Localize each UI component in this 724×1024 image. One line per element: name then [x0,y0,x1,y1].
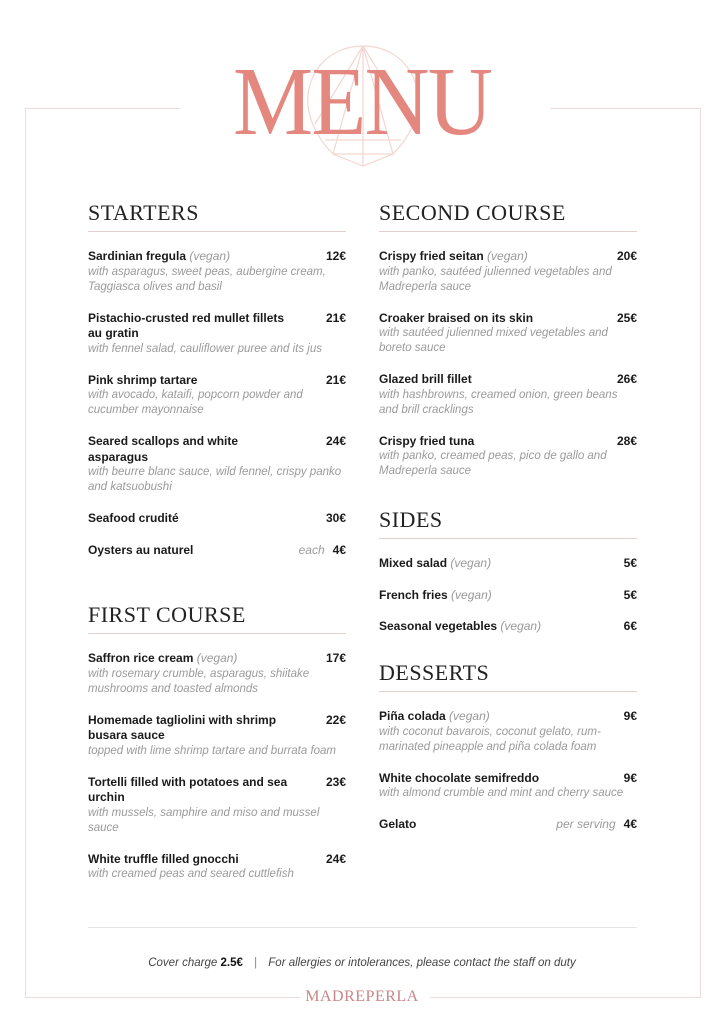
menu-item-price: 26€ [616,372,637,386]
section-sides [379,507,637,651]
page-title: MENU [232,48,492,156]
vegan-tag: (vegan) [500,619,542,633]
menu-item-list [88,651,346,882]
menu-item-price-wrap [624,619,637,635]
menu-item-list [379,709,637,833]
menu-item-list [379,249,637,479]
menu-item-title [379,434,474,450]
vegan-tag: (vegan) [449,709,490,723]
menu-item-price-wrap [299,543,346,559]
menu-item-header [379,556,637,572]
menu-item-header [379,311,637,327]
menu-item [379,311,637,357]
menu-item-price-wrap [617,372,637,388]
menu-item-price: 9€ [623,709,637,723]
section-second-course [379,200,637,495]
menu-item [379,588,637,604]
menu-item-title [379,311,533,327]
menu-item-header [88,434,346,465]
menu-item-description: with asparagus, sweet peas, aubergine cream, Taggiasca olives and basil [88,265,326,293]
menu-item-price-wrap [556,817,637,833]
menu-item [379,771,637,802]
menu-item [379,249,637,295]
vegan-tag: (vegan) [189,249,231,263]
menu-item [379,619,637,635]
menu-item-price-wrap [326,311,346,327]
menu-item-title [88,511,179,527]
menu-item-title [88,852,239,868]
menu-item-price-wrap [624,709,637,725]
menu-item-title [88,434,288,465]
menu-item-description: with sautéed julienned mixed vegetables and boreto sauce [379,327,608,354]
footer-divider [88,927,637,928]
menu-item-name: White chocolate semifreddo [379,770,540,785]
menu-item-name: Gelato [379,817,417,831]
menu-item-header [88,713,346,744]
menu-item-price-wrap [617,249,637,265]
menu-item-title [88,651,237,667]
menu-item-description: with panko, creamed peas, pico de gallo and Madreperla sauce [379,450,607,477]
menu-item-description: with fennel salad, cauliflower puree and its jus [88,342,322,355]
menu-item-header [88,775,346,806]
menu-item-name: Piña colada [379,709,446,723]
menu-item-price-wrap [326,511,346,527]
menu-item [88,651,346,697]
menu-item [88,373,346,419]
menu-item-name: Oysters au naturel [88,542,194,557]
menu-item-header [88,511,346,527]
menu-item-header [379,817,637,833]
menu-item-price-wrap [326,373,346,389]
menu-item-price-wrap [617,434,637,450]
menu-item-description: with avocado, kataifi, popcorn powder and cucumber mayonnaise [88,389,303,416]
menu-item-name: Mixed salad [379,556,448,570]
menu-item-price-wrap [326,713,346,729]
menu-item [379,434,637,480]
menu-item [88,434,346,495]
menu-item [88,543,346,559]
menu-item-title [88,775,288,806]
menu-item-price: 4€ [332,542,346,557]
menu-item [379,817,637,833]
menu-item-title [88,713,288,744]
menu-item-price: 12€ [325,249,346,263]
menu-item-price: 21€ [325,310,346,325]
menu-item-name: Seasonal vegetables [379,619,498,633]
menu-item-header [88,373,346,389]
menu-item-name: Sardinian fregula [88,249,187,263]
menu-item-title [379,817,416,833]
footer-separator: | [254,957,258,969]
menu-item-price: 6€ [623,619,637,633]
menu-item-price: 24€ [325,851,346,866]
menu-item-description: with beurre blanc sauce, wild fennel, crispy panko and katsuobushi [88,466,342,493]
brand-logo: MADREPERLA [305,988,419,1005]
menu-item-name: Pink shrimp tartare [88,372,198,387]
menu-item-price: 28€ [616,433,637,448]
menu-item-price: 22€ [325,712,346,727]
menu-item-price-wrap [624,556,637,572]
menu-item-header [88,543,346,559]
vegan-tag: (vegan) [196,651,238,665]
menu-item-description: with creamed peas and seared cuttlefish [88,868,294,880]
menu-item-name: Glazed brill fillet [379,372,472,386]
menu-item [379,709,637,755]
menu-item-header [88,249,346,265]
menu-item-header [379,434,637,450]
section-first-course [88,602,346,898]
menu-item [88,775,346,836]
menu-item-title [379,619,541,635]
menu-item-price: 23€ [325,774,346,789]
menu-item [88,311,346,357]
menu-item-price-wrap [326,434,346,450]
menu-item-list [88,249,346,558]
menu-item-price-wrap [326,249,346,265]
menu-item-header [88,651,346,667]
menu-item-description: with panko, sautéed julienned vegetables and Madreperla sauce [379,265,612,293]
menu-item-name: French fries [379,587,448,602]
menu-item-price: 30€ [325,511,346,525]
menu-item-price-wrap [617,311,637,327]
vegan-tag: (vegan) [451,587,492,602]
menu-item-price: 24€ [325,434,346,448]
menu-item-price-wrap [326,775,346,791]
menu-item-name: Tortelli filled with potatoes and sea urchin [88,774,288,804]
menu-item-name: Seafood crudité [88,511,179,525]
menu-item-name: Crispy fried seitan [379,249,484,263]
menu-item-title [88,373,197,389]
menu-item-name: Seared scallops and white asparagus [88,434,239,464]
menu-item [88,511,346,527]
menu-item-header [379,709,637,725]
menu-item-header [88,852,346,868]
menu-item-title [379,556,491,572]
menu-item-price: 9€ [623,770,637,785]
menu-item-title [379,249,528,265]
menu-item [88,713,346,759]
menu-item-title [379,709,490,725]
menu-item-header [379,771,637,787]
price-unit: each [298,542,325,557]
menu-item [88,852,346,883]
menu-item-header [379,372,637,388]
cover-charge-label: Cover charge [148,957,218,969]
menu-item-price: 25€ [616,310,637,325]
menu-item-header [379,619,637,635]
menu-item-price-wrap [326,852,346,868]
section-heading: FIRST COURSE [88,602,346,634]
menu-item-title [379,771,539,787]
menu-item-name: White truffle filled gnocchi [88,851,239,866]
menu-item-price-wrap [326,651,346,667]
menu-item-price: 5€ [623,556,637,570]
menu-item [88,249,346,295]
menu-item-title [379,588,492,604]
menu-item-price: 17€ [325,651,346,665]
menu-item-price: 5€ [623,587,637,602]
menu-item-title [379,372,472,388]
menu-item-price: 20€ [616,249,637,263]
menu-item [379,556,637,572]
menu-item-header [88,311,346,342]
menu-item-name: Croaker braised on its skin [379,310,534,325]
menu-item-header [379,249,637,265]
menu-item-price-wrap [624,588,637,604]
menu-item-header [379,588,637,604]
menu-item-name: Saffron rice cream [88,651,194,665]
cover-charge-price: 2.5€ [220,957,243,969]
vegan-tag: (vegan) [487,249,528,263]
menu-item-description: topped with lime shrimp tartare and burrata foam [88,744,337,757]
vegan-tag: (vegan) [450,556,492,570]
section-starters [88,200,346,574]
menu-item-list [379,556,637,635]
section-heading: STARTERS [88,200,346,232]
menu-item-name: Homemade tagliolini with shrimp busara sauce [88,712,277,742]
menu-item [379,372,637,418]
menu-item-description: with rosemary crumble, asparagus, shiitake mushrooms and toasted almonds [88,667,310,695]
menu-item-price-wrap [624,771,637,787]
allergy-note: For allergies or intolerances, please contact the staff on duty [268,957,576,969]
menu-item-price: 21€ [325,372,346,387]
menu-item-title [88,311,288,342]
menu-item-description: with almond crumble and mint and cherry sauce [379,787,624,799]
section-heading: SIDES [379,507,637,539]
section-desserts [379,660,637,849]
menu-item-description: with coconut bavarois, coconut gelato, rum-marinated pineapple and piña colada foam [379,725,601,753]
menu-item-description: with hashbrowns, creamed onion, green beans and brill cracklings [379,388,618,416]
footer-note [0,957,724,969]
price-unit: per serving [556,817,616,831]
section-heading: DESSERTS [379,660,637,692]
menu-item-name: Crispy fried tuna [379,433,475,448]
menu-item-price: 4€ [623,817,637,831]
section-heading: SECOND COURSE [379,200,637,232]
menu-item-title [88,249,230,265]
menu-item-description: with mussels, samphire and miso and mussel sauce [88,806,320,834]
menu-item-title [88,543,193,559]
menu-item-name: Pistachio-crusted red mullet fillets au gratin [88,310,285,340]
